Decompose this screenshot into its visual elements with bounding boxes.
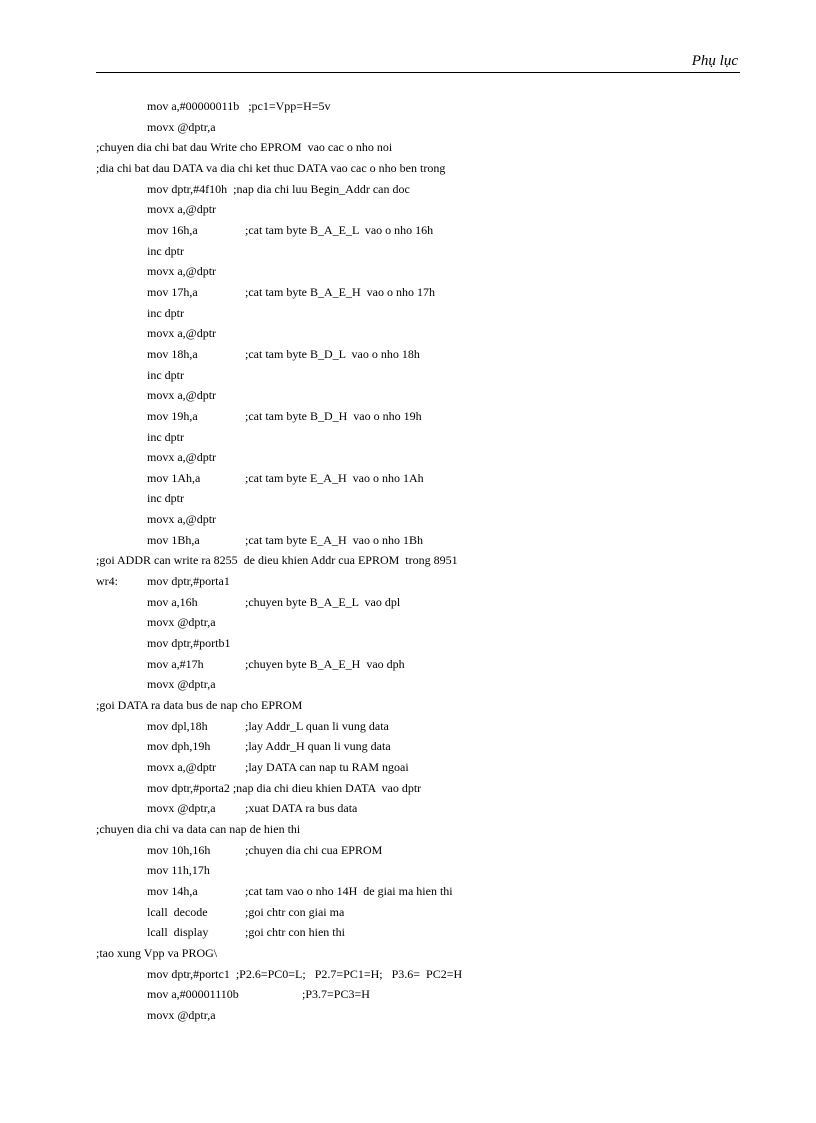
code-line [96, 757, 776, 778]
code-instruction: mov a,#00001110b [147, 987, 239, 1002]
code-instruction: mov a,#17h [147, 656, 204, 671]
code-line [96, 365, 776, 386]
code-instruction: movx @dptr,a [147, 801, 216, 816]
code-instruction: mov dph,19h [147, 739, 211, 754]
code-instruction: mov dptr,#portb1 [147, 636, 231, 651]
code-instruction: movx a,@dptr [147, 388, 217, 403]
code-line [96, 158, 776, 179]
code-line [96, 447, 776, 468]
code-line [96, 736, 776, 757]
page-header-title: Phụ lục [691, 53, 738, 69]
code-comment: ;chuyen byte B_A_E_H vao dph [245, 656, 405, 671]
code-instruction: mov 18h,a [147, 346, 198, 361]
code-comment: ;cat tam byte B_A_E_L vao o nho 16h [245, 222, 434, 237]
code-comment: ;P3.7=PC3=H [302, 987, 370, 1002]
code-instruction: movx a,@dptr [147, 450, 217, 465]
code-comment: ;lay DATA can nap tu RAM ngoai [245, 760, 409, 774]
code-line [96, 592, 776, 613]
code-instruction: mov dpl,18h [147, 718, 208, 733]
code-instruction: mov 1Bh,a [147, 532, 200, 547]
code-comment: ;cat tam byte B_D_L vao o nho 18h [245, 346, 420, 361]
code-line [96, 117, 776, 138]
code-comment: ;goi chtr con hien thi [245, 925, 345, 940]
code-instruction: movx a,@dptr [147, 760, 217, 774]
code-line [96, 943, 776, 964]
code-instruction: mov 19h,a [147, 408, 198, 423]
code-line [96, 633, 776, 654]
code-label: wr4: [96, 574, 118, 589]
code-line [96, 612, 776, 633]
code-comment-line: ;chuyen dia chi va data can nap de hien thi [96, 821, 301, 836]
code-line [96, 881, 776, 902]
code-instruction: movx a,@dptr [147, 326, 217, 341]
code-line [96, 179, 776, 200]
code-instruction: movx @dptr,a [147, 677, 216, 692]
code-comment-line: ;goi DATA ra data bus de nap cho EPROM [96, 698, 303, 713]
code-comment-line: ;tao xung Vpp va PROG\ [96, 945, 218, 960]
code-instruction: inc dptr [147, 367, 184, 382]
code-instruction: movx @dptr,a [147, 119, 216, 134]
code-comment: ;chuyen byte B_A_E_L vao dpl [245, 594, 401, 609]
code-listing [96, 96, 776, 1026]
code-line [96, 509, 776, 530]
code-instruction: lcall display [147, 925, 209, 940]
code-instruction: mov dptr,#porta2 ;nap dia chi dieu khien DATA vao dptr [147, 780, 422, 795]
code-instruction: movx @dptr,a [147, 1007, 216, 1022]
code-instruction: mov 14h,a [147, 883, 198, 898]
code-instruction: movx @dptr,a [147, 615, 216, 630]
code-line [96, 241, 776, 262]
code-comment: ;lay Addr_H quan li vung data [245, 739, 391, 754]
code-line [96, 902, 776, 923]
code-line [96, 468, 776, 489]
code-instruction: mov dptr,#4f10h ;nap dia chi luu Begin_Addr can doc [147, 181, 410, 196]
code-instruction: mov 11h,17h [147, 863, 210, 878]
code-line [96, 199, 776, 220]
code-line [96, 427, 776, 448]
code-comment: ;lay Addr_L quan li vung data [245, 718, 389, 733]
code-line [96, 819, 776, 840]
code-instruction: inc dptr [147, 491, 184, 506]
code-comment: ;goi chtr con giai ma [245, 904, 345, 919]
code-comment: ;cat tam byte E_A_H vao o nho 1Bh [245, 532, 423, 547]
code-line [96, 550, 776, 571]
code-line [96, 964, 776, 985]
code-line [96, 798, 776, 819]
code-line [96, 406, 776, 427]
code-comment-line: ;chuyen dia chi bat dau Write cho EPROM vao cac o nho noi [96, 140, 393, 155]
code-instruction: lcall decode [147, 904, 208, 919]
code-line [96, 695, 776, 716]
code-line [96, 571, 776, 592]
code-instruction: mov 1Ah,a [147, 470, 201, 485]
code-instruction: mov 10h,16h [147, 842, 211, 857]
code-line [96, 1005, 776, 1026]
code-comment: ;cat tam byte E_A_H vao o nho 1Ah [245, 470, 424, 485]
code-line [96, 674, 776, 695]
code-instruction: movx a,@dptr [147, 512, 217, 527]
code-instruction: mov 16h,a [147, 222, 198, 237]
code-instruction: inc dptr [147, 429, 184, 444]
code-comment: ;cat tam byte B_A_E_H vao o nho 17h [245, 284, 435, 299]
code-line [96, 220, 776, 241]
code-line [96, 488, 776, 509]
code-instruction: mov a,#00000011b ;pc1=Vpp=H=5v [147, 99, 331, 113]
code-line [96, 282, 776, 303]
code-instruction: mov dptr,#portc1 ;P2.6=PC0=L; P2.7=PC1=H; P3.6= PC2=H [147, 966, 463, 981]
code-line [96, 385, 776, 406]
code-line [96, 840, 776, 861]
code-line [96, 530, 776, 551]
code-instruction: mov dptr,#porta1 [147, 574, 230, 589]
code-line [96, 778, 776, 799]
code-comment-line: ;dia chi bat dau DATA va dia chi ket thuc DATA vao cac o nho ben trong [96, 160, 446, 175]
code-instruction: inc dptr [147, 305, 184, 320]
code-line [96, 860, 776, 881]
code-line [96, 716, 776, 737]
code-line [96, 261, 776, 282]
code-line [96, 137, 776, 158]
code-instruction: inc dptr [147, 243, 184, 258]
code-line [96, 323, 776, 344]
code-instruction: mov a,16h [147, 594, 198, 609]
code-line [96, 344, 776, 365]
code-line [96, 654, 776, 675]
code-comment-line: ;goi ADDR can write ra 8255 de dieu khien Addr cua EPROM trong 8951 [96, 553, 458, 568]
code-comment: ;cat tam byte B_D_H vao o nho 19h [245, 408, 422, 423]
code-comment: ;xuat DATA ra bus data [245, 801, 358, 816]
code-comment: ;chuyen dia chi cua EPROM [245, 842, 383, 857]
code-line [96, 96, 776, 117]
header-rule [96, 72, 740, 73]
code-instruction: movx a,@dptr [147, 202, 217, 217]
code-instruction: movx a,@dptr [147, 264, 217, 279]
code-line [96, 303, 776, 324]
code-line [96, 984, 776, 1005]
code-instruction: mov 17h,a [147, 284, 198, 299]
code-line [96, 922, 776, 943]
code-comment: ;cat tam vao o nho 14H de giai ma hien thi [245, 883, 453, 898]
